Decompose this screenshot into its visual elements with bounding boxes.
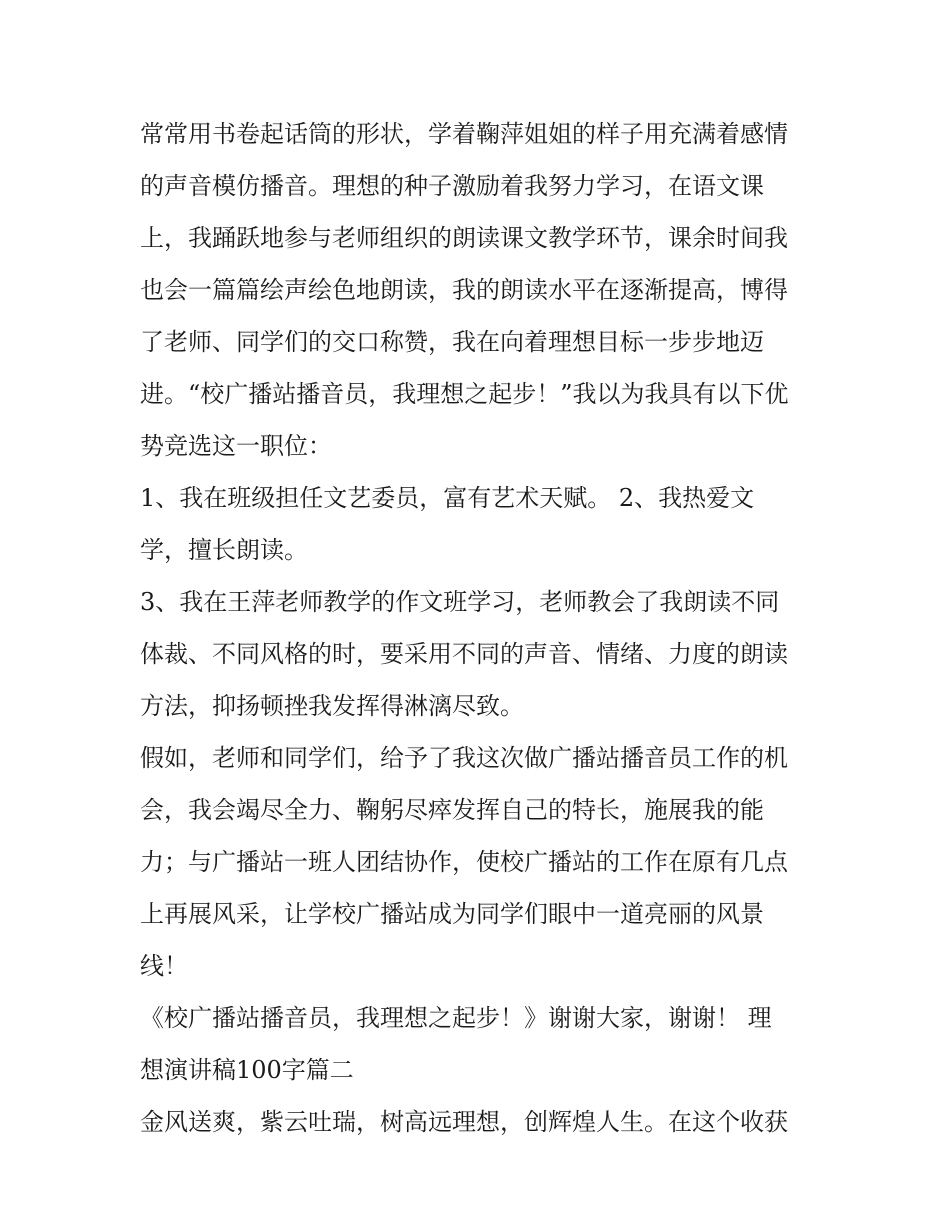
text-line: 线！	[140, 952, 188, 980]
text-line: 力；与广播站一班人团结协作，使校广播站的工作在原有几点	[140, 848, 788, 876]
text-line: 方法，抑扬顿挫我发挥得淋漓尽致。	[140, 692, 524, 720]
text-line: 的声音模仿播音。理想的种子激励着我努力学习，在语文课	[140, 172, 764, 200]
text-line: 体裁、不同风格的时，要采用不同的声音、情绪、力度的朗读	[140, 640, 788, 668]
body-text	[140, 108, 820, 1148]
text-line: 了老师、同学们的交口称赞，我在向着理想目标一步步地迈	[140, 328, 764, 356]
text-line: 进。“校广播站播音员，我理想之起步！”我以为我具有以下优	[140, 380, 789, 408]
text-line: 学，擅长朗读。	[140, 536, 308, 564]
text-line: 势竞选这一职位：	[140, 432, 332, 460]
text-line: 金风送爽，紫云吐瑞，树高远理想，创辉煌人生。在这个收获	[140, 1108, 788, 1136]
text-line: 想演讲稿100字篇二	[140, 1056, 354, 1084]
text-line: 1、我在班级担任文艺委员，富有艺术天赋。 2、我热爱文	[140, 484, 755, 512]
text-line: 《校广播站播音员，我理想之起步！》谢谢大家，谢谢！ 理	[140, 1004, 772, 1032]
text-line: 上再展风采，让学校广播站成为同学们眼中一道亮丽的风景	[140, 900, 764, 928]
text-line: 会，我会竭尽全力、鞠躬尽瘁发挥自己的特长，施展我的能	[140, 796, 764, 824]
text-line: 常常用书卷起话筒的形状，学着鞠萍姐姐的样子用充满着感情	[140, 120, 788, 148]
text-line: 假如，老师和同学们，给予了我这次做广播站播音员工作的机	[140, 744, 788, 772]
text-line: 上，我踊跃地参与老师组织的朗读课文教学环节，课余时间我	[140, 224, 788, 252]
text-line: 也会一篇篇绘声绘色地朗读，我的朗读水平在逐渐提高，博得	[140, 276, 788, 304]
text-line: 3、我在王萍老师教学的作文班学习，老师教会了我朗读不同	[140, 588, 780, 616]
